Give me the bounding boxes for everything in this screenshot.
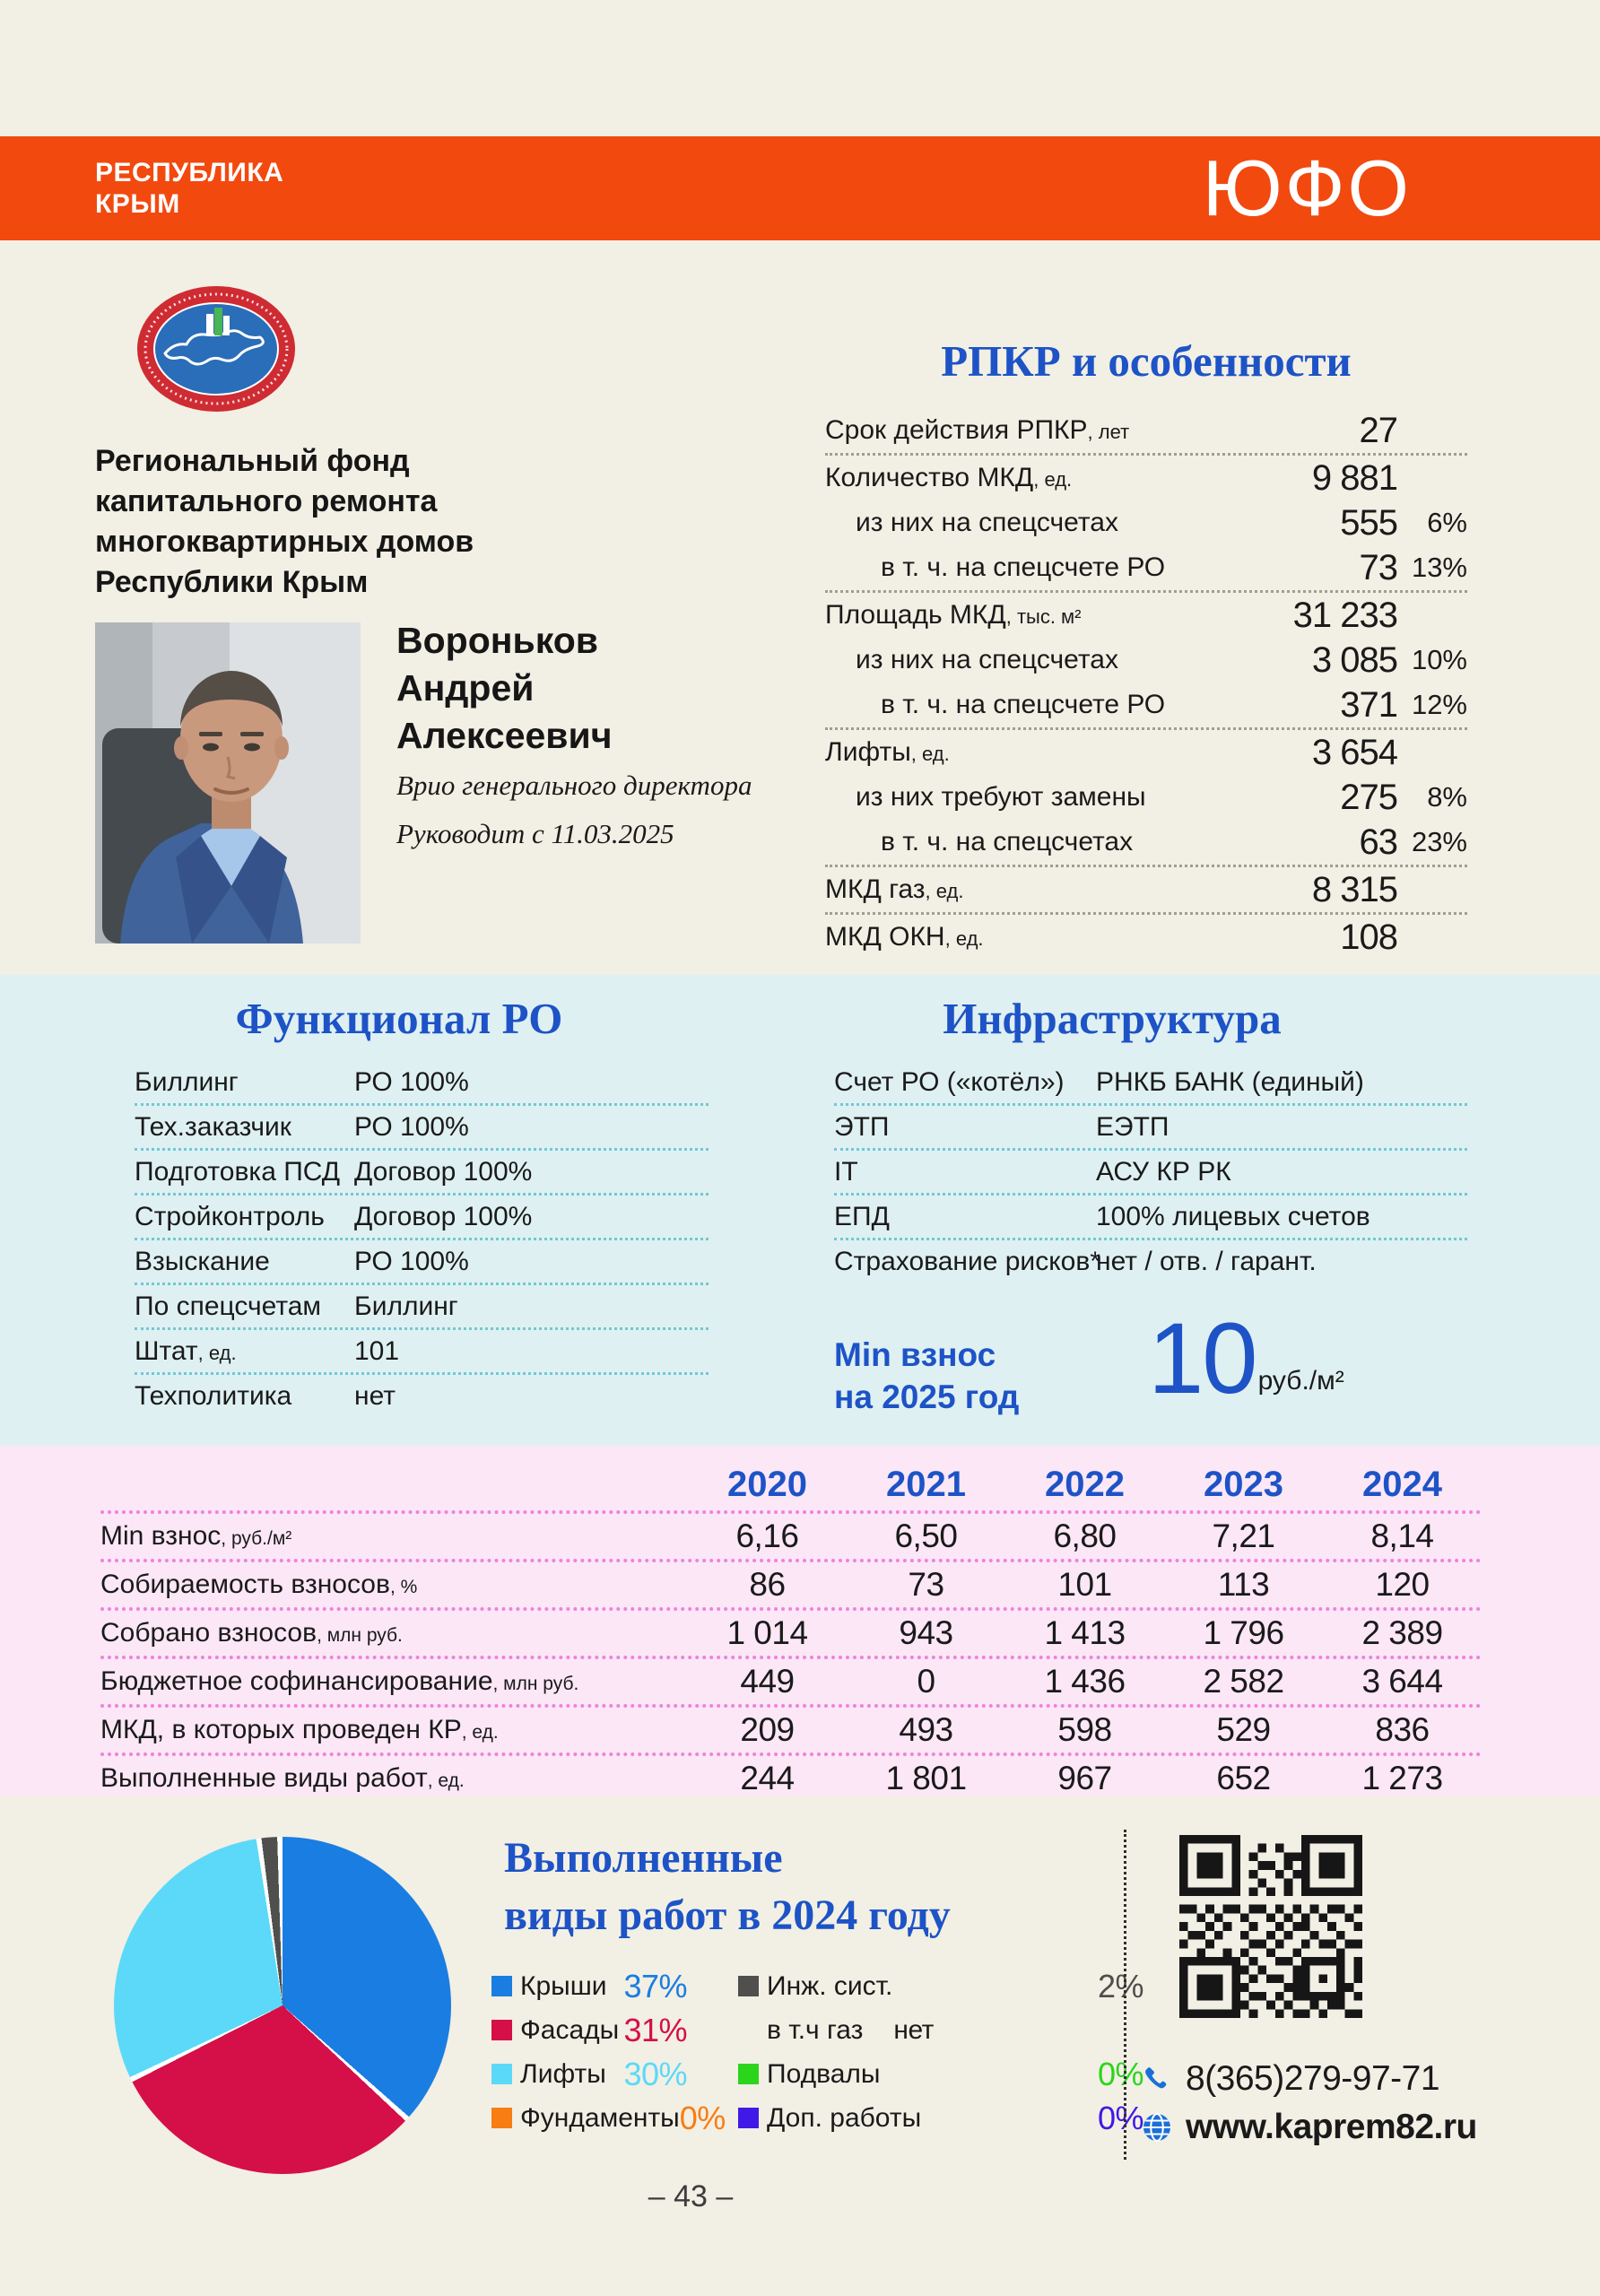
legend-swatch [491, 2064, 512, 2084]
table-row [825, 915, 1467, 960]
table-row [825, 820, 1467, 867]
functional-infrastructure-section [0, 975, 1600, 1446]
table-row: Стройконтроль Договор 100% [135, 1196, 709, 1240]
table-row [825, 867, 1467, 915]
legend-item: Фундаменты 0% [491, 2096, 687, 2140]
director-photo [95, 622, 361, 944]
director-tenure: Руководит с 11.03.2025 [396, 818, 674, 849]
infrastructure-section-title: Инфраструктура [943, 994, 1282, 1043]
row-value: 3 654 [1311, 732, 1397, 772]
year-header: 2020 [727, 1464, 807, 1504]
table-row: IT АСУ КР РК [834, 1151, 1467, 1196]
row-percent: 12% [1411, 689, 1467, 720]
chart-title: Выполненные виды работ в 2024 году [504, 1834, 951, 1939]
row-value: 8 315 [1311, 869, 1397, 909]
table-row [825, 593, 1467, 638]
pie-legend-right [738, 1964, 1143, 2140]
legend-swatch [491, 1976, 512, 1996]
row-label: Количество МКД, ед. [825, 463, 1073, 492]
rpkr-section-title: РПКР и особенности [941, 336, 1352, 386]
director-last-name: Вороньков [396, 620, 598, 661]
table-row: Собрано взносов, млн руб. 1 014 943 1 413 1 796 2 389 [100, 1611, 1482, 1659]
table-row: МКД, в которых проведен КР, ед. 209 493 598 529 836 [100, 1708, 1482, 1756]
table-row [825, 683, 1467, 730]
pie-chart [114, 1837, 451, 2174]
table-row: Min взнос, руб./м² 6,16 6,50 6,80 7,21 8,14 [100, 1514, 1482, 1562]
table-row: Биллинг РО 100% [135, 1061, 709, 1106]
row-label: в т. ч. на спецсчете РО [881, 552, 1166, 582]
director-name [396, 617, 613, 760]
region-line1: РЕСПУБЛИКА [95, 158, 284, 187]
page-number: – 43 – [648, 2179, 734, 2213]
min-fee-label: Min взнос на 2025 год [834, 1336, 1020, 1415]
phone-contact [1141, 2059, 1439, 2099]
min-fee-number: 10 [1148, 1302, 1257, 1414]
infrastructure-table [834, 1061, 1467, 1283]
row-label: из них требуют замены [856, 782, 1146, 812]
rpkr-table [825, 408, 1467, 960]
table-row [825, 638, 1467, 683]
globe-icon [1141, 2111, 1173, 2144]
legend-item: Доп. работы 0% [738, 2096, 1143, 2140]
row-label: из них на спецсчетах [856, 508, 1118, 537]
phone-number: 8(365)279-97-71 [1186, 2059, 1440, 2098]
functional-table [135, 1061, 709, 1417]
table-row [825, 456, 1467, 500]
row-label: МКД ОКН, ед. [825, 922, 984, 952]
org-name-line: Региональный фонд [95, 444, 410, 478]
row-label: в т. ч. на спецсчетах [881, 827, 1134, 857]
table-row: ЕПД 100% лицевых счетов [834, 1196, 1467, 1240]
table-row: ЭТП ЕЭТП [834, 1106, 1467, 1151]
row-value: 555 [1340, 502, 1397, 543]
row-label: в т. ч. на спецсчете РО [881, 690, 1166, 719]
director-middle-name: Алексеевич [396, 715, 613, 756]
region-line2: КРЫМ [95, 189, 180, 219]
table-row: Счет РО («котёл») РНКБ БАНК (единый) [834, 1061, 1467, 1106]
table-row [825, 500, 1467, 545]
legend-swatch [491, 2020, 512, 2040]
table-row: Взыскание РО 100% [135, 1240, 709, 1285]
table-row [825, 408, 1467, 456]
row-percent: 13% [1411, 552, 1467, 583]
pie-legend-left [491, 1964, 726, 2140]
legend-swatch [738, 2064, 759, 2084]
director-first-name: Андрей [396, 667, 535, 709]
table-row: Собираемость взносов, % 86 73 101 113 120 [100, 1562, 1482, 1611]
min-fee-value [1148, 1302, 1344, 1414]
year-header: 2024 [1362, 1464, 1442, 1504]
table-row: Страхование рисков* нет / отв. / гарант. [834, 1246, 1317, 1276]
table-row: Техполитика нет [135, 1380, 396, 1411]
yearly-stats-section [0, 1446, 1600, 1796]
row-value: 108 [1340, 917, 1397, 957]
row-percent: 23% [1411, 826, 1467, 857]
table-row: Бюджетное софинансирование, млн руб. 449 0 1 436 2 582 3 644 [100, 1659, 1482, 1708]
qr-code [1179, 1835, 1362, 2018]
table-row: Тех.заказчик РО 100% [135, 1106, 709, 1151]
year-header: 2023 [1204, 1464, 1283, 1504]
org-name-line: Республики Крым [95, 565, 369, 599]
legend-item: Фасады 31% [491, 2008, 687, 2052]
fund-logo-icon [131, 282, 301, 416]
org-name-line: капитального ремонта [95, 484, 438, 518]
table-row: Штат, ед. 101 [135, 1330, 709, 1375]
legend-swatch [491, 2108, 512, 2128]
federal-district-label: ЮФО [1202, 144, 1412, 232]
table-row [825, 545, 1467, 593]
row-value: 9 881 [1311, 457, 1397, 498]
min-fee-unit: руб./м² [1257, 1366, 1344, 1396]
row-label: Лифты, ед. [825, 737, 950, 767]
row-value: 27 [1359, 410, 1397, 450]
row-value: 3 085 [1311, 639, 1397, 680]
org-name-line: многоквартирных домов [95, 525, 474, 559]
legend-item: Лифты 30% [491, 2052, 687, 2096]
org-name [95, 441, 474, 603]
legend-item: Крыши 37% [491, 1964, 687, 2008]
row-percent: 10% [1411, 644, 1467, 675]
region-band [0, 136, 1600, 240]
year-header: 2021 [886, 1464, 966, 1504]
table-row: Подготовка ПСД Договор 100% [135, 1151, 709, 1196]
phone-icon [1141, 2063, 1173, 2095]
legend-swatch [738, 1976, 759, 1996]
table-row [825, 730, 1467, 775]
row-percent: 6% [1427, 507, 1467, 538]
row-label: Площадь МКД, тыс. м² [825, 600, 1082, 630]
legend-item: Подвалы 0% [738, 2052, 1143, 2096]
row-value: 31 233 [1292, 595, 1397, 635]
website-contact [1141, 2108, 1477, 2147]
director-position: Врио генерального директора [396, 770, 752, 801]
vertical-divider [1124, 1830, 1126, 2160]
table-row [825, 775, 1467, 820]
table-row: Выполненные виды работ, ед. 244 1 801 967 652 1 273 [100, 1760, 1443, 1796]
yearly-table [100, 1458, 1482, 1801]
legend-item: в т.ч газ нет [767, 2014, 934, 2045]
row-label: из них на спецсчетах [856, 645, 1118, 674]
year-header: 2022 [1045, 1464, 1125, 1504]
legend-swatch [738, 2108, 759, 2128]
row-value: 371 [1340, 684, 1397, 725]
row-label: МКД газ, ед. [825, 874, 964, 904]
row-value: 63 [1359, 822, 1397, 862]
table-header-row [100, 1458, 1482, 1514]
row-value: 73 [1359, 547, 1397, 587]
region-name [95, 157, 283, 220]
table-row: По спецсчетам Биллинг [135, 1285, 709, 1330]
legend-item: Инж. сист. 2% [738, 1964, 1143, 2008]
row-value: 275 [1340, 777, 1397, 817]
row-percent: 8% [1427, 781, 1467, 813]
functional-section-title: Функционал РО [235, 994, 563, 1043]
website-url: www.kaprem82.ru [1186, 2108, 1477, 2146]
row-label: Срок действия РПКР, лет [825, 415, 1130, 445]
